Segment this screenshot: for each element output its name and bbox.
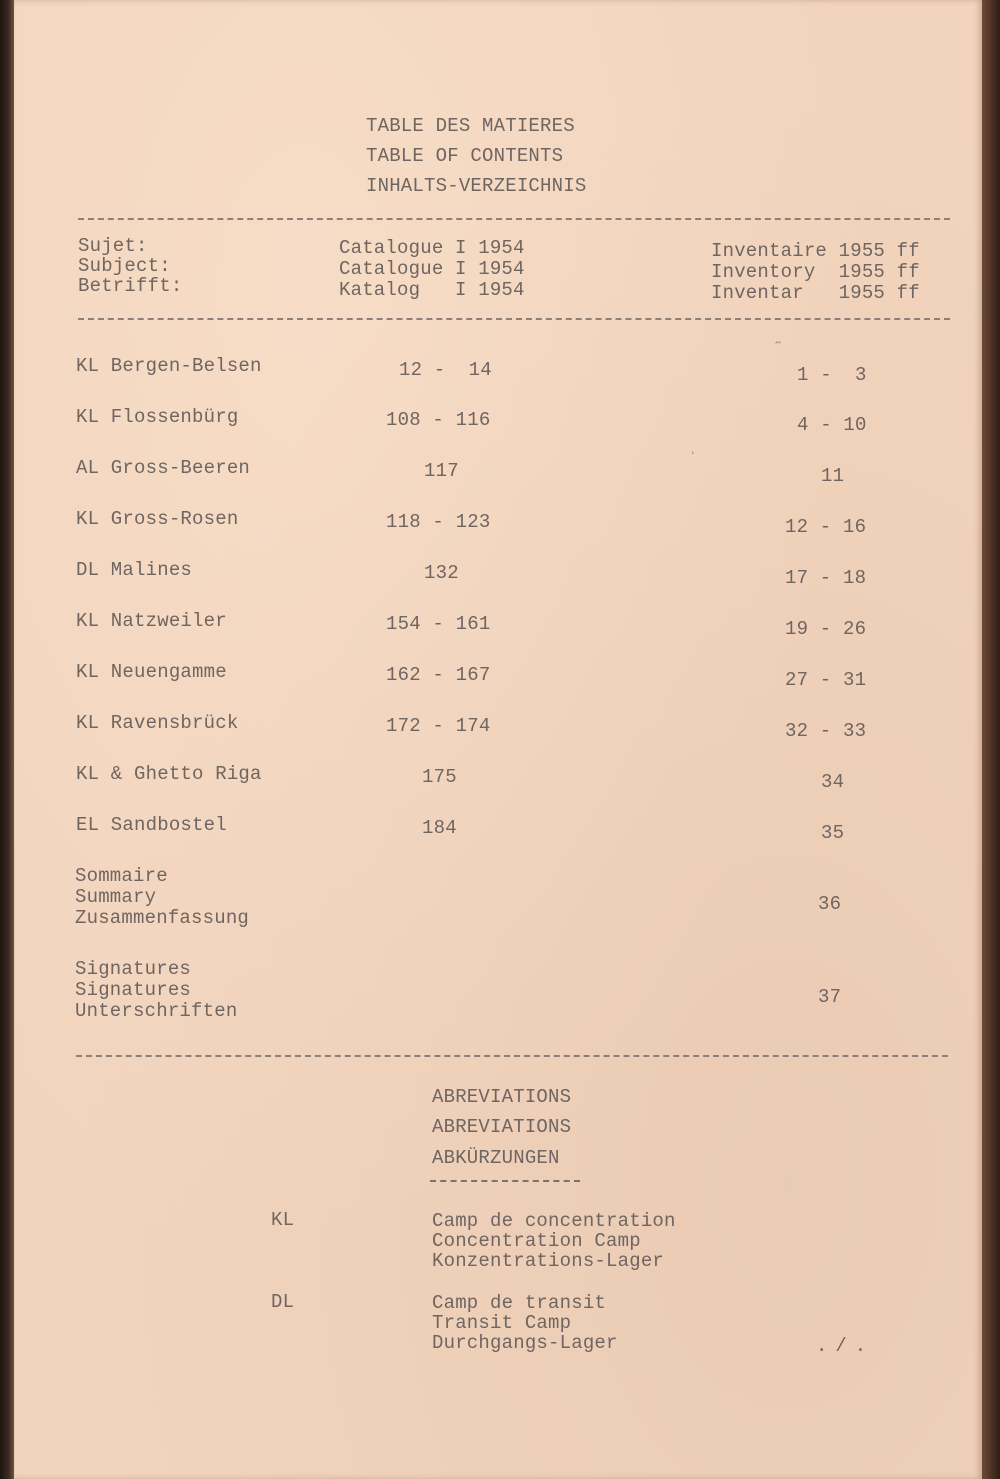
row-inventory: 1 - 3 bbox=[797, 364, 867, 386]
stray-mark-icon: ˈ bbox=[688, 450, 698, 468]
row-catalogue: 175 bbox=[422, 766, 457, 788]
row-catalogue: 154 - 161 bbox=[386, 613, 491, 635]
summary-fr: Sommaire bbox=[75, 865, 168, 887]
row-catalogue: 184 bbox=[422, 817, 457, 839]
binding-spine bbox=[0, 0, 14, 1479]
row-inventory: 17 - 18 bbox=[785, 567, 867, 589]
summary-en: Summary bbox=[75, 886, 157, 908]
stray-mark-icon: ˝ bbox=[775, 340, 785, 358]
signatures-fr: Signatures bbox=[75, 958, 192, 980]
title-de: INHALTS-VERZEICHNIS bbox=[366, 175, 587, 197]
abbrev-line: Concentration Camp bbox=[432, 1230, 641, 1252]
abbrev-title-fr: ABREVIATIONS bbox=[432, 1086, 572, 1108]
summary-page: 36 bbox=[818, 893, 842, 915]
row-inventory: 19 - 26 bbox=[785, 618, 867, 640]
row-name: KL Gross-Rosen bbox=[76, 508, 239, 530]
row-catalogue: 12 - 14 bbox=[399, 359, 492, 381]
abbrev-code: DL bbox=[271, 1291, 295, 1313]
page-edge bbox=[982, 0, 1000, 1479]
summary-de: Zusammenfassung bbox=[75, 907, 250, 929]
divider-header bbox=[78, 318, 950, 320]
abbrev-line: Transit Camp bbox=[432, 1312, 572, 1334]
abbrev-title-underline bbox=[430, 1180, 580, 1182]
row-inventory: 35 bbox=[821, 822, 845, 844]
row-name: KL Flossenbürg bbox=[76, 406, 239, 428]
header-subject-de: Betrifft: bbox=[78, 275, 183, 297]
row-name: KL Bergen-Belsen bbox=[76, 355, 262, 377]
header-inventory-fr: Inventaire 1955 ff bbox=[711, 240, 920, 262]
continuation-mark: ./. bbox=[816, 1335, 875, 1357]
row-inventory: 12 - 16 bbox=[785, 516, 867, 538]
header-inventory-de: Inventar 1955 ff bbox=[711, 282, 920, 304]
header-inventory-en: Inventory 1955 ff bbox=[711, 261, 920, 283]
abbrev-code: KL bbox=[271, 1209, 295, 1231]
header-subject-en: Subject: bbox=[78, 255, 171, 277]
row-name: KL Ravensbrück bbox=[76, 712, 239, 734]
header-subject-fr: Sujet: bbox=[78, 235, 148, 257]
row-inventory: 34 bbox=[821, 771, 845, 793]
signatures-de: Unterschriften bbox=[75, 1000, 238, 1022]
divider-bottom bbox=[76, 1055, 948, 1057]
header-catalogue-en: Catalogue I 1954 bbox=[339, 258, 525, 280]
title-en: TABLE OF CONTENTS bbox=[366, 145, 564, 167]
signatures-en: Signatures bbox=[75, 979, 192, 1001]
row-catalogue: 108 - 116 bbox=[386, 409, 491, 431]
signatures-page: 37 bbox=[818, 986, 842, 1008]
row-inventory: 32 - 33 bbox=[785, 720, 867, 742]
row-catalogue: 118 - 123 bbox=[386, 511, 491, 533]
row-catalogue: 172 - 174 bbox=[386, 715, 491, 737]
row-name: KL Neuengamme bbox=[76, 661, 227, 683]
abbrev-title-de: ABKÜRZUNGEN bbox=[432, 1147, 560, 1169]
row-inventory: 27 - 31 bbox=[785, 669, 867, 691]
row-name: KL Natzweiler bbox=[76, 610, 227, 632]
row-name: DL Malines bbox=[76, 559, 193, 581]
abbrev-line: Durchgangs-Lager bbox=[432, 1332, 618, 1354]
divider-top bbox=[78, 218, 950, 220]
header-catalogue-fr: Catalogue I 1954 bbox=[339, 237, 525, 259]
abbrev-line: Konzentrations-Lager bbox=[432, 1250, 665, 1272]
abbrev-title-en: ABREVIATIONS bbox=[432, 1116, 572, 1138]
row-inventory: 11 bbox=[821, 465, 845, 487]
abbrev-line: Camp de concentration bbox=[432, 1210, 676, 1232]
row-catalogue: 162 - 167 bbox=[386, 664, 491, 686]
row-catalogue: 117 bbox=[424, 460, 459, 482]
title-fr: TABLE DES MATIERES bbox=[366, 115, 575, 137]
row-inventory: 4 - 10 bbox=[797, 414, 867, 436]
row-name: AL Gross-Beeren bbox=[76, 457, 251, 479]
row-name: EL Sandbostel bbox=[76, 814, 227, 836]
header-catalogue-de: Katalog I 1954 bbox=[339, 279, 525, 301]
row-name: KL & Ghetto Riga bbox=[76, 763, 262, 785]
row-catalogue: 132 bbox=[424, 562, 459, 584]
abbrev-line: Camp de transit bbox=[432, 1292, 607, 1314]
